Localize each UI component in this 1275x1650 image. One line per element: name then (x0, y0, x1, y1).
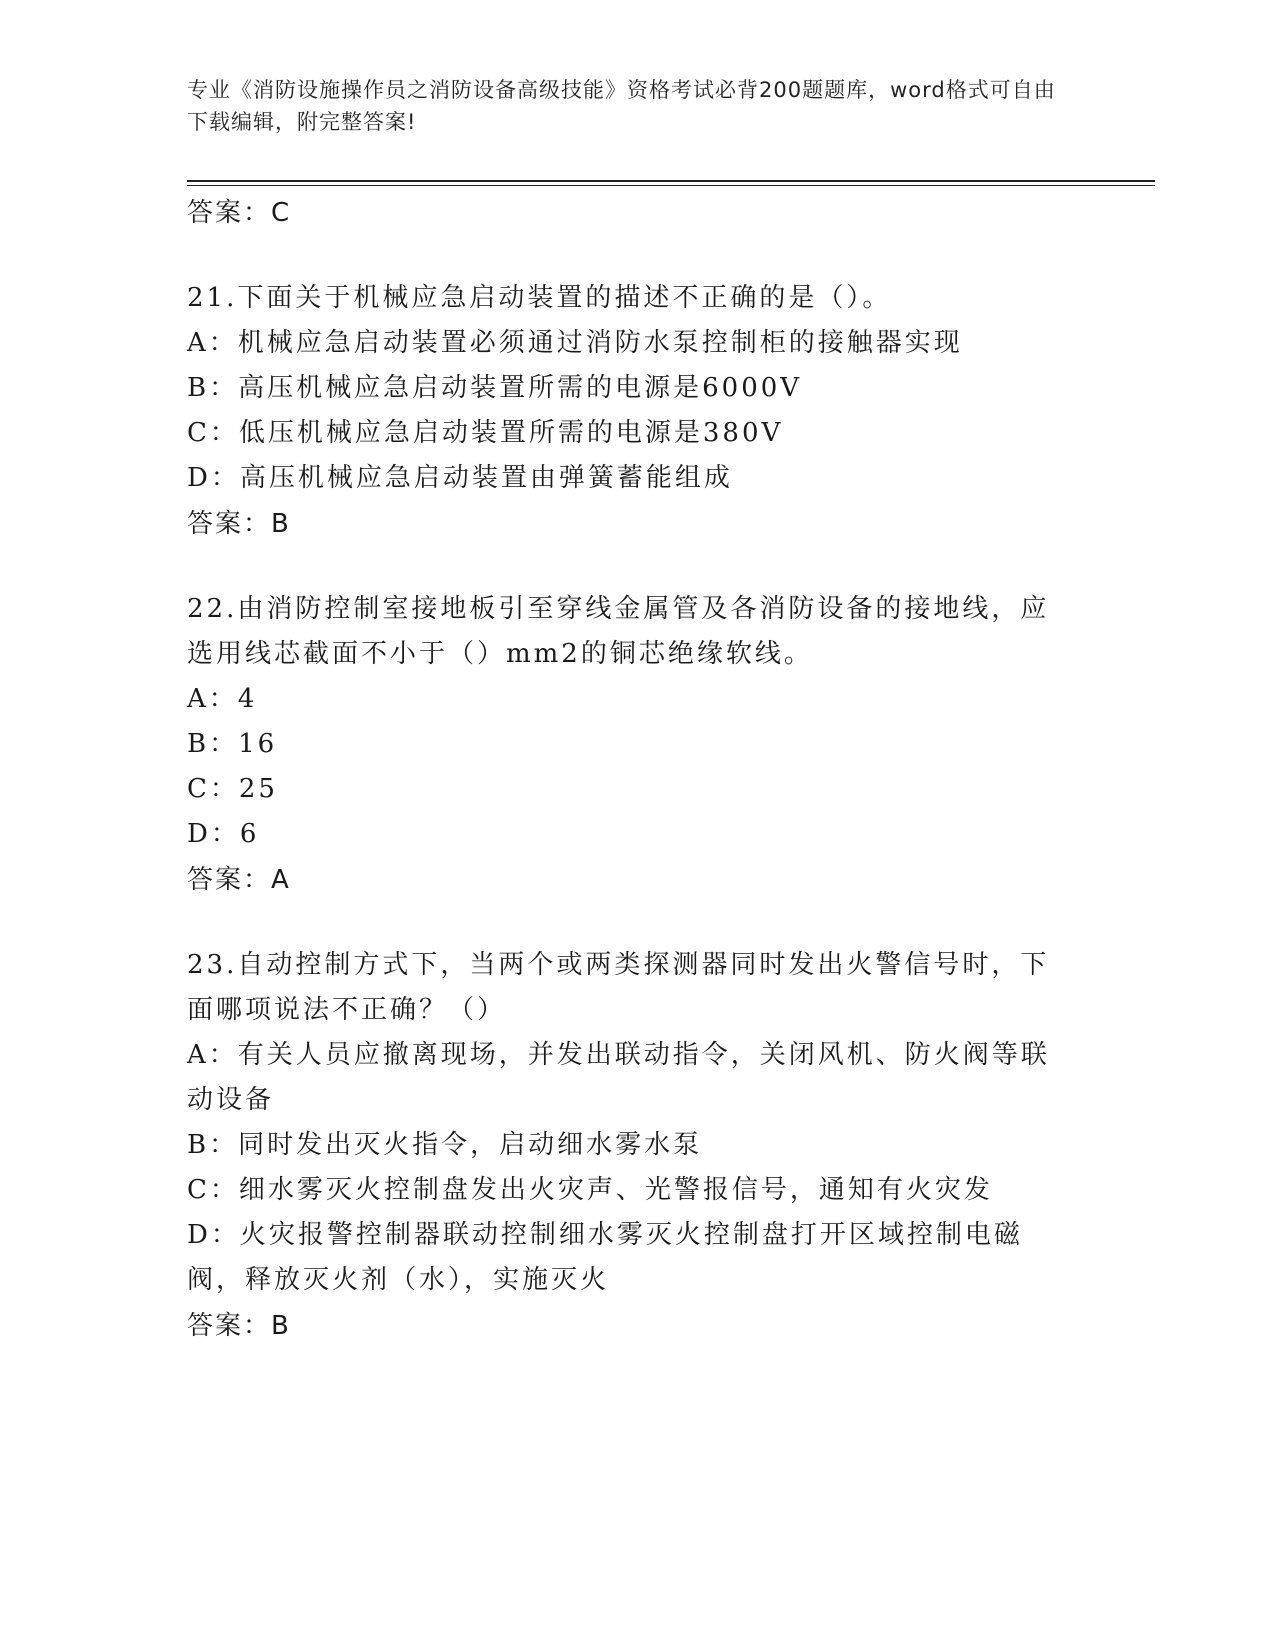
option-d: D：高压机械应急启动装置由弹簧蓄能组成 (187, 463, 733, 493)
previous-answer: 答案：C (187, 198, 292, 228)
question-22 (187, 587, 1077, 903)
option-a: A：机械应急启动装置必须通过消防水泵控制柜的接触器实现 (187, 328, 963, 358)
document-body (187, 190, 1077, 1349)
question-stem: 21.下面关于机械应急启动装置的描述不正确的是（）。 (187, 283, 892, 313)
answer-line: 答案：B (187, 1311, 291, 1341)
header-rule-thin (187, 185, 1155, 186)
question-23 (187, 943, 1077, 1349)
answer-line: 答案：A (187, 865, 291, 895)
option-b: B：同时发出灭火指令，启动细水雾水泵 (187, 1130, 703, 1160)
option-c: C：细水雾灭火控制盘发出火灾声、光警报信号，通知有火灾发 (187, 1175, 993, 1205)
question-stem: 22.由消防控制室接地板引至穿线金属管及各消防设备的接地线，应选用线芯截面不小于（）mm2的铜芯绝缘软线。 (187, 594, 1050, 669)
header-rule-thick (187, 180, 1155, 182)
option-b: B：高压机械应急启动装置所需的电源是6000V (187, 373, 803, 403)
option-c: C：25 (187, 774, 278, 804)
answer-line: 答案：B (187, 509, 291, 539)
option-c: C：低压机械应急启动装置所需的电源是380V (187, 418, 784, 448)
option-a: A：有关人员应撤离现场，并发出联动指令，关闭风机、防火阀等联动设备 (187, 1040, 1050, 1115)
option-b: B：16 (187, 729, 278, 759)
option-d: D：6 (187, 819, 260, 849)
document-header: 专业《消防设施操作员之消防设备高级技能》资格考试必背200题题库，word格式可自由下载编辑，附完整答案! (187, 78, 1056, 134)
option-d: D：火灾报警控制器联动控制细水雾灭火控制盘打开区域控制电磁阀，释放灭火剂（水），实施灭火 (187, 1220, 1023, 1295)
question-21 (187, 276, 1077, 547)
option-a: A：4 (187, 684, 258, 714)
question-stem: 23.自动控制方式下，当两个或两类探测器同时发出火警信号时，下面哪项说法不正确？（） (187, 950, 1050, 1025)
